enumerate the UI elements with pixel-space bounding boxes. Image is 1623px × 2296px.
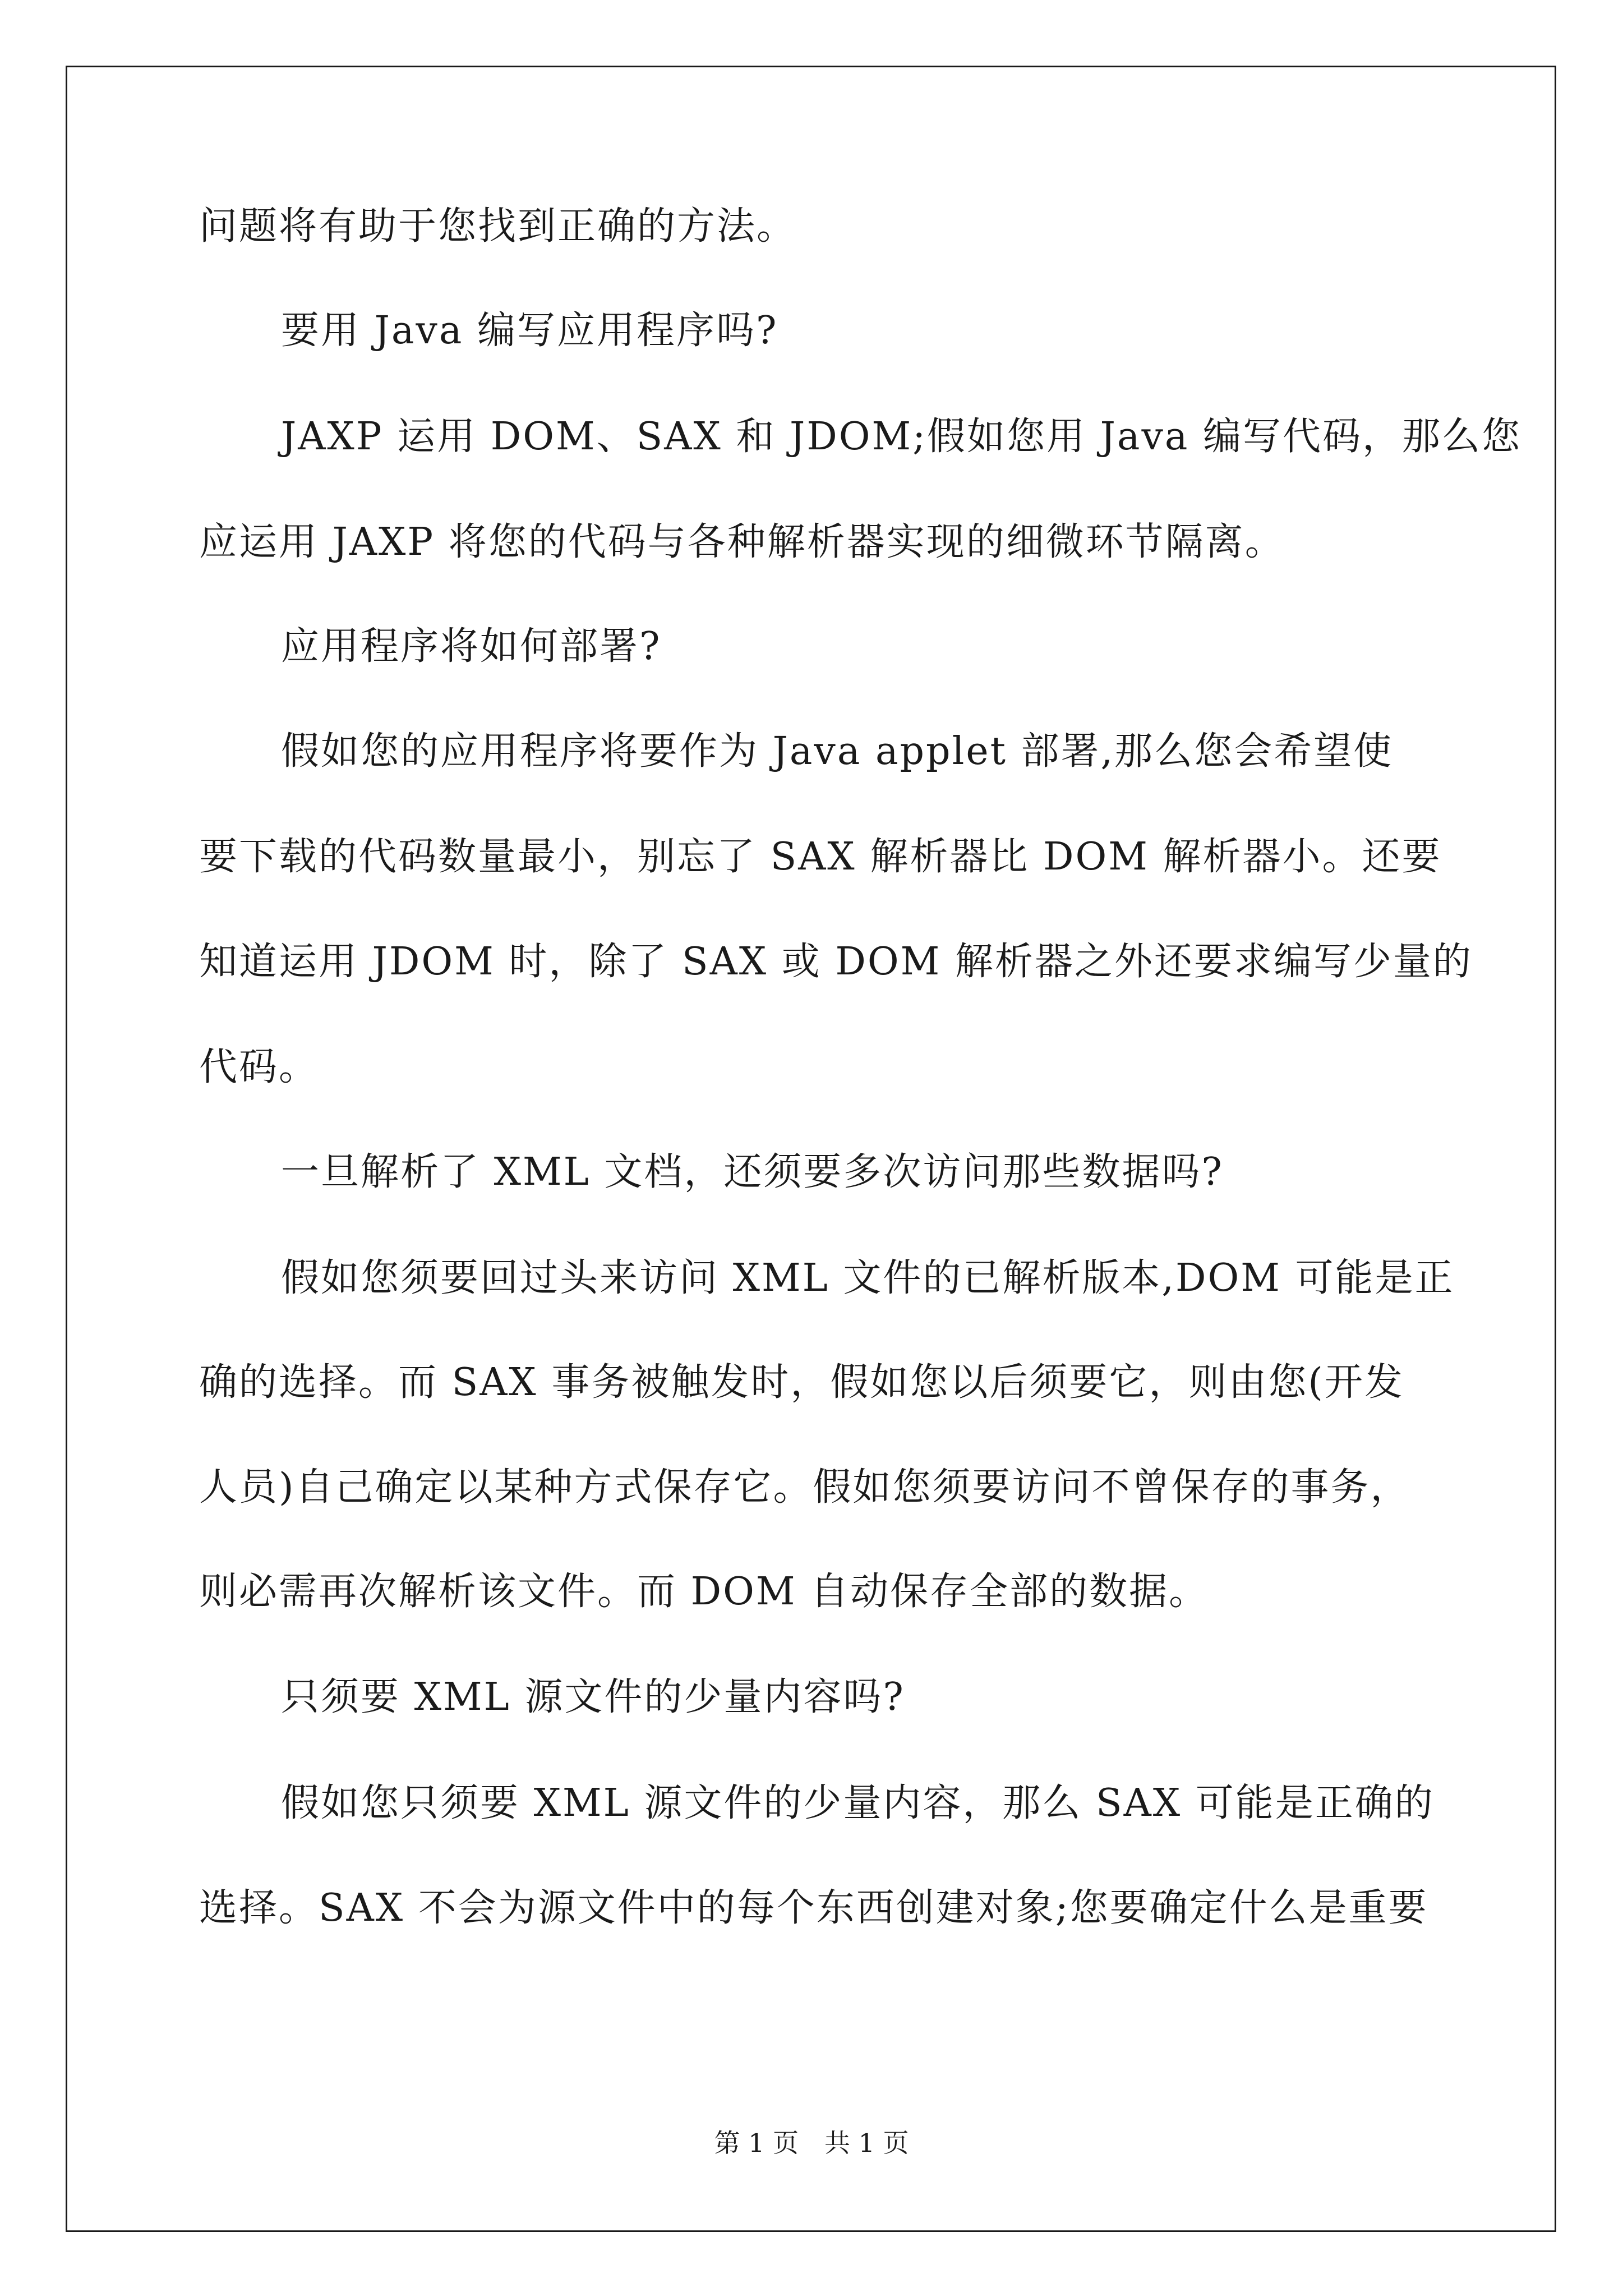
text-line-3: JAXP 运用 DOM、SAX 和 JDOM;假如您用 Java 编写代码，那么您: [281, 415, 1522, 459]
text-line-8: 知道运用 JDOM 时，除了 SAX 或 DOM 解析器之外还要求编写少量的: [199, 940, 1473, 984]
text-line-1: 问题将有助于您找到正确的方法。: [199, 204, 797, 249]
text-line-7: 要下载的代码数量最小，别忘了 SAX 解析器比 DOM 解析器小。还要: [199, 835, 1442, 879]
text-line-9: 代码。: [199, 1045, 319, 1089]
text-line-2: 要用 Java 编写应用程序吗?: [281, 309, 778, 353]
text-line-13: 人员)自己确定以某种方式保存它。假如您须要访问不曾保存的事务，: [199, 1465, 1410, 1510]
text-line-14: 则必需再次解析该文件。而 DOM 自动保存全部的数据。: [199, 1570, 1209, 1614]
text-line-16: 假如您只须要 XML 源文件的少量内容，那么 SAX 可能是正确的: [281, 1781, 1435, 1825]
text-line-11: 假如您须要回过头来访问 XML 文件的已解析版本,DOM 可能是正: [281, 1256, 1455, 1300]
text-line-5: 应用程序将如何部署?: [281, 624, 662, 669]
text-line-4: 应运用 JAXP 将您的代码与各种解析器实现的细微环节隔离。: [199, 520, 1285, 564]
text-line-6: 假如您的应用程序将要作为 Java applet 部署,那么您会希望使: [281, 729, 1394, 774]
text-line-17: 选择。SAX 不会为源文件中的每个东西创建对象;您要确定什么是重要: [199, 1886, 1428, 1930]
page-number-footer: 第 1 页 共 1 页: [714, 2128, 909, 2158]
text-line-12: 确的选择。而 SAX 事务被触发时，假如您以后须要它，则由您(开发: [199, 1360, 1404, 1405]
text-line-15: 只须要 XML 源文件的少量内容吗?: [281, 1675, 905, 1719]
text-line-10: 一旦解析了 XML 文档，还须要多次访问那些数据吗?: [281, 1150, 1224, 1194]
